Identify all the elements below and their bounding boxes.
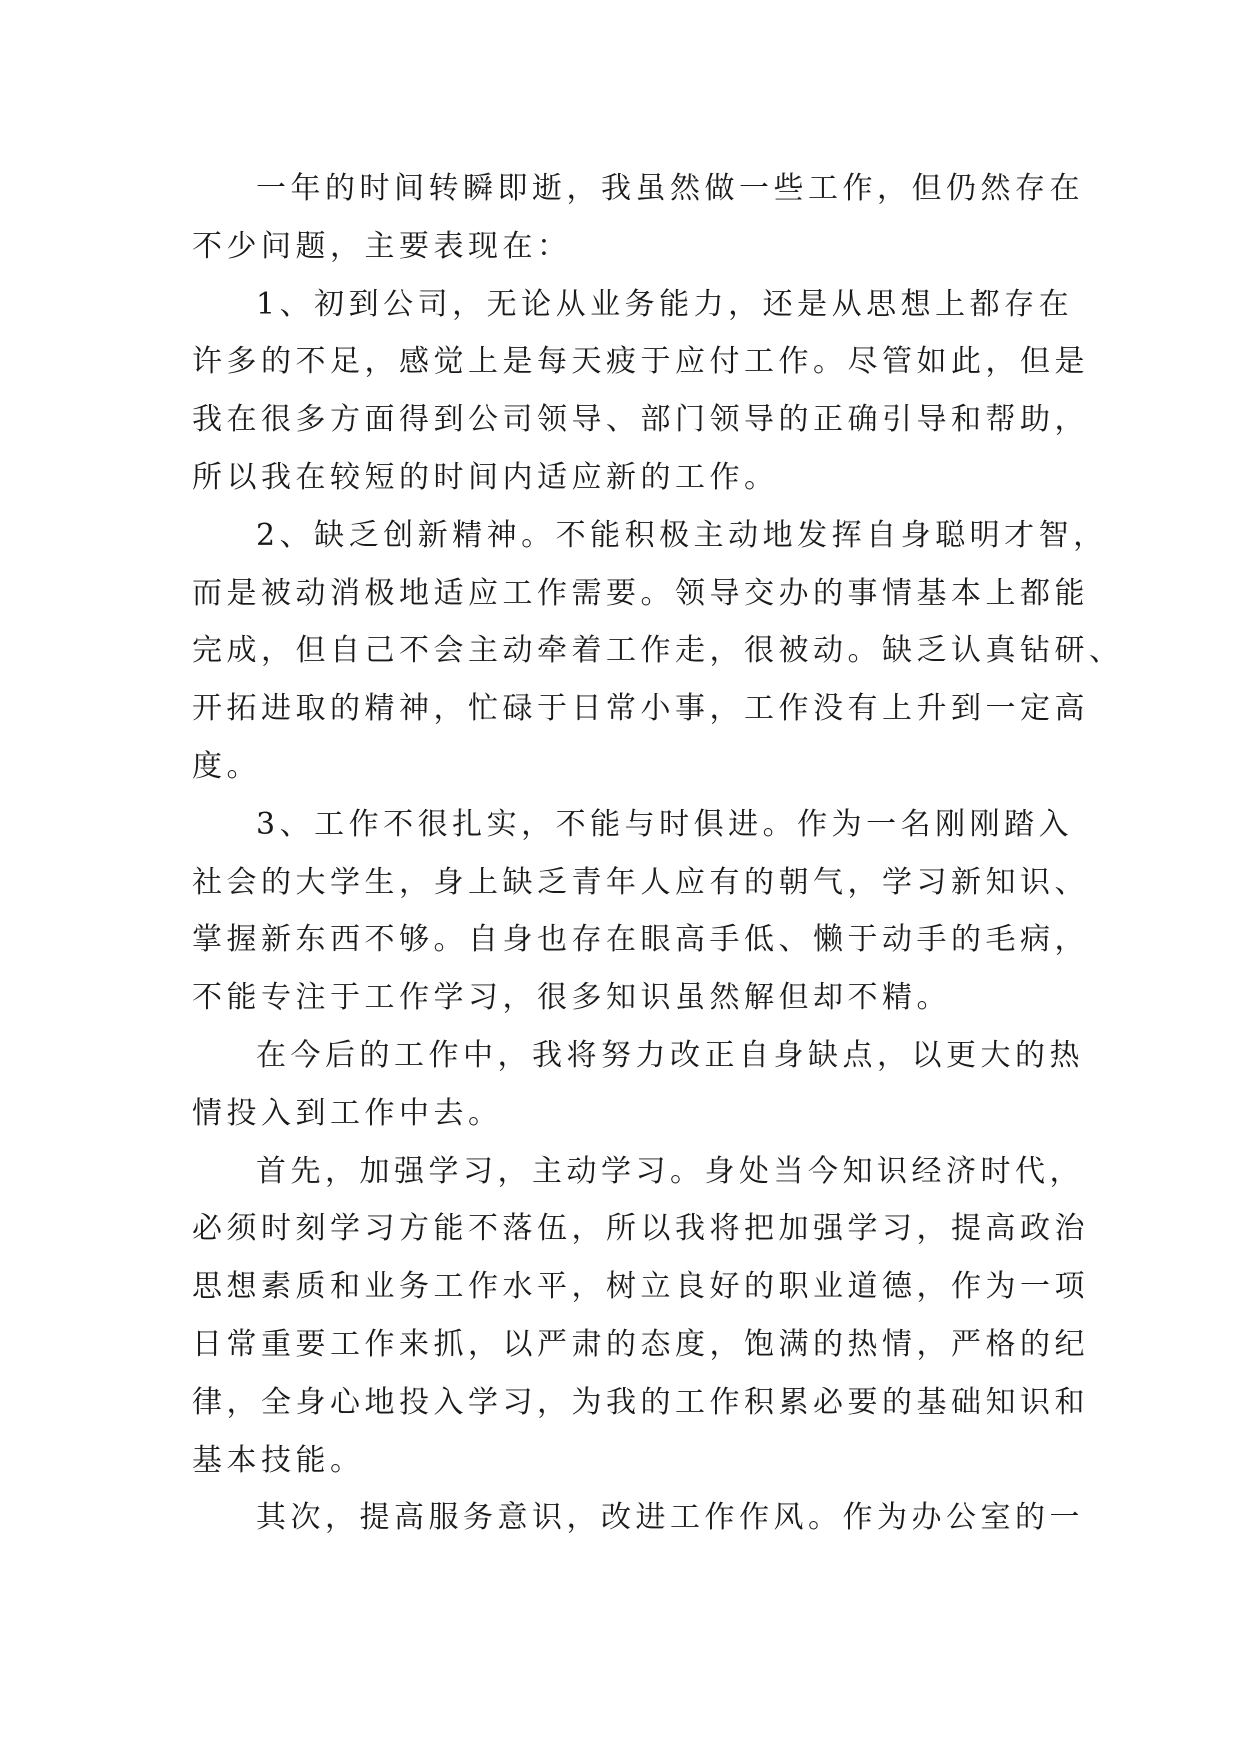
- text-line: 开拓进取的精神，忙碌于日常小事，工作没有上升到一定高: [192, 691, 1089, 727]
- text-line: 完成，但自己不会主动牵着工作走，很被动。缺乏认真钻研、: [192, 633, 1124, 669]
- text-line: 其次，提高服务意识，改进工作作风。作为办公室的一: [256, 1500, 1084, 1536]
- paragraph-intro: [192, 160, 1084, 276]
- text-line: 所以我在较短的时间内适应新的工作。: [192, 459, 779, 495]
- paragraph-point-2: [192, 507, 1124, 796]
- text-line: 律，全身心地投入学习，为我的工作积累必要的基础知识和: [192, 1384, 1089, 1420]
- text-line: 情投入到工作中去。: [192, 1095, 503, 1131]
- text-line: 3、工作不很扎实，不能与时俱进。作为一名刚刚踏入: [256, 806, 1074, 842]
- text-line: 社会的大学生，身上缺乏青年人应有的朝气，学习新知识、: [192, 864, 1089, 900]
- text-line: 而是被动消极地适应工作需要。领导交办的事情基本上都能: [192, 575, 1089, 611]
- text-line: 日常重要工作来抓，以严肃的态度，饱满的热情，严格的纪: [192, 1326, 1089, 1362]
- paragraph-future: [192, 1027, 1084, 1143]
- text-line: 1、初到公司，无论从业务能力，还是从思想上都存在: [256, 286, 1074, 322]
- text-line: 基本技能。: [192, 1442, 365, 1478]
- text-line: 掌握新东西不够。自身也存在眼高手低、懒于动手的毛病，: [192, 922, 1089, 958]
- text-line: 2、缺乏创新精神。不能积极主动地发挥自身聪明才智，: [256, 517, 1108, 553]
- text-line: 一年的时间转瞬即逝，我虽然做一些工作，但仍然存在: [256, 171, 1084, 206]
- document-body: [192, 160, 1124, 1547]
- text-line: 在今后的工作中，我将努力改正自身缺点，以更大的热: [256, 1037, 1084, 1073]
- text-line: 首先，加强学习，主动学习。身处当今知识经济时代，: [256, 1153, 1084, 1189]
- text-line: 许多的不足，感觉上是每天疲于应付工作。尽管如此，但是: [192, 344, 1089, 380]
- text-line: 度。: [192, 748, 261, 784]
- text-line: 不少问题，主要表现在：: [192, 228, 572, 264]
- paragraph-first: [192, 1143, 1089, 1490]
- paragraph-second: [192, 1489, 1084, 1547]
- paragraph-point-1: [192, 276, 1089, 507]
- text-line: 不能专注于工作学习，很多知识虽然解但却不精。: [192, 980, 951, 1016]
- text-line: 我在很多方面得到公司领导、部门领导的正确引导和帮助，: [192, 402, 1089, 438]
- text-line: 思想素质和业务工作水平，树立良好的职业道德，作为一项: [192, 1269, 1089, 1305]
- paragraph-point-3: [192, 796, 1089, 1027]
- text-line: 必须时刻学习方能不落伍，所以我将把加强学习，提高政治: [192, 1211, 1089, 1247]
